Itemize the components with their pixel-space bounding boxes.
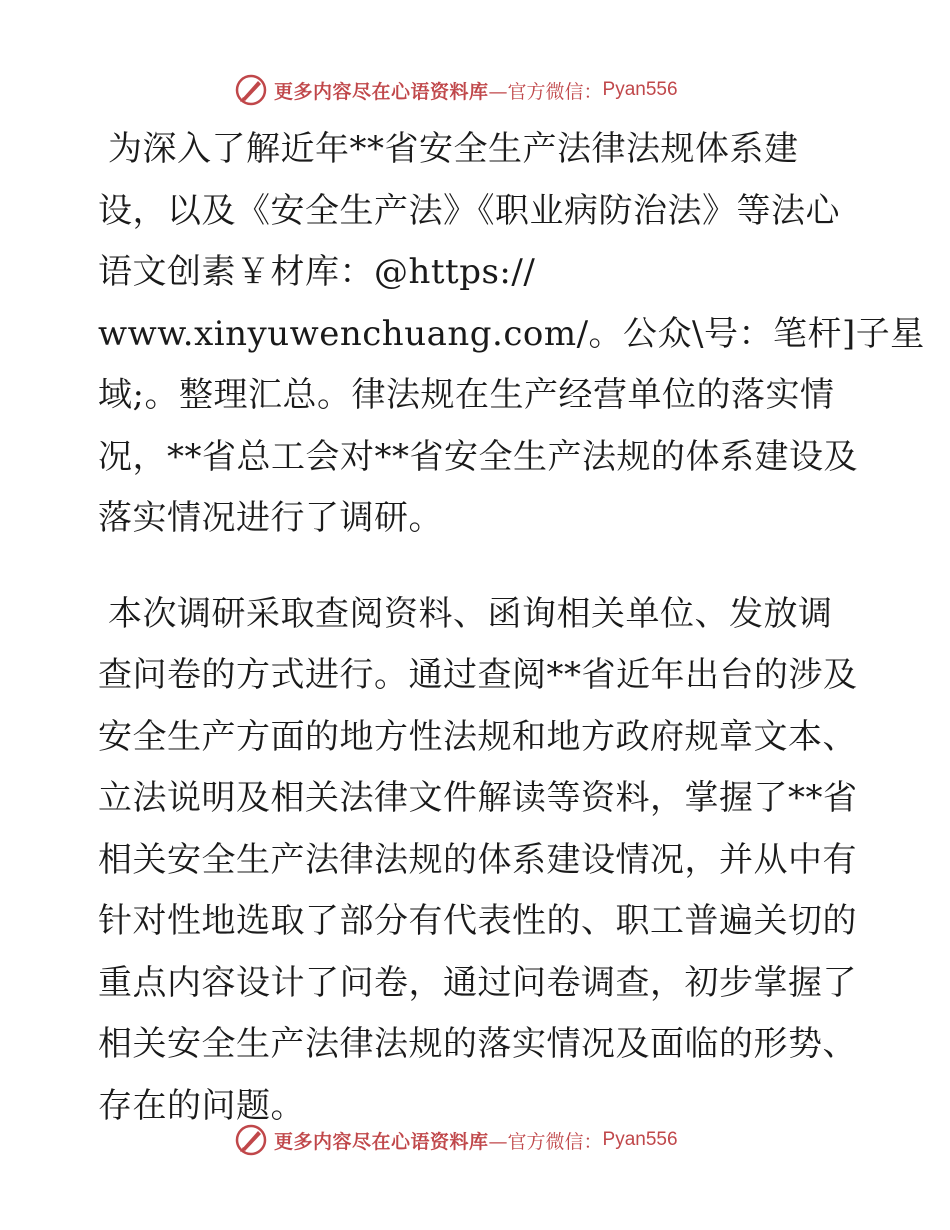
text-line: 为深入了解近年**省安全生产法律法规体系建: [108, 129, 799, 169]
text-line: 设，以及《安全生产法》《职业病防治法》等法心: [98, 190, 840, 231]
header-banner-wechat-label: —官方微信：: [488, 80, 603, 103]
text-line: 落实情况进行了调研。: [98, 498, 443, 538]
text-line: 况，**省总工会对**省安全生产法规的体系建设及: [98, 436, 858, 477]
text-line: 查问卷的方式进行。通过查阅**省近年出台的涉及: [98, 655, 858, 695]
paragraph-1: [98, 124, 925, 555]
text-line: 相关安全生产法律法规的落实情况及面临的形势、: [98, 1024, 857, 1064]
text-line: 存在的问题。: [98, 1085, 305, 1126]
text-line: 语文创素￥材库：@https://: [98, 252, 536, 292]
footer-banner-title: 更多内容尽在心语资料库: [274, 1130, 489, 1153]
quill-pen-icon: [234, 1123, 268, 1157]
text-line: 安全生产方面的地方性法规和地方政府规章文本、: [98, 716, 857, 757]
footer-banner: [234, 1122, 678, 1158]
footer-banner-wechat-id: Pyan556: [602, 1129, 678, 1150]
footer-banner-wechat-label: —官方微信：: [488, 1130, 603, 1153]
paragraph-2: [98, 589, 858, 1143]
quill-pen-icon: [234, 73, 268, 107]
text-line: 重点内容设计了问卷，通过问卷调查，初步掌握了: [98, 962, 857, 1003]
text-line: www.xinyuwenchuang.com/。公众\号：笔杆]子星: [98, 313, 925, 354]
header-banner-wechat-id: Pyan556: [602, 79, 678, 100]
header-banner: [234, 72, 678, 108]
text-line: 立法说明及相关法律文件解读等资料，掌握了**省: [98, 778, 858, 818]
text-line: 本次调研采取查阅资料、函询相关单位、发放调: [108, 593, 833, 634]
text-line: 相关安全生产法律法规的体系建设情况，并从中有: [98, 839, 857, 880]
text-line: 针对性地选取了部分有代表性的、职工普遍关切的: [98, 901, 857, 941]
header-banner-title: 更多内容尽在心语资料库: [274, 80, 489, 103]
document-body: [98, 124, 925, 1176]
text-line: 域;。整理汇总。律法规在生产经营单位的落实情: [98, 375, 835, 415]
